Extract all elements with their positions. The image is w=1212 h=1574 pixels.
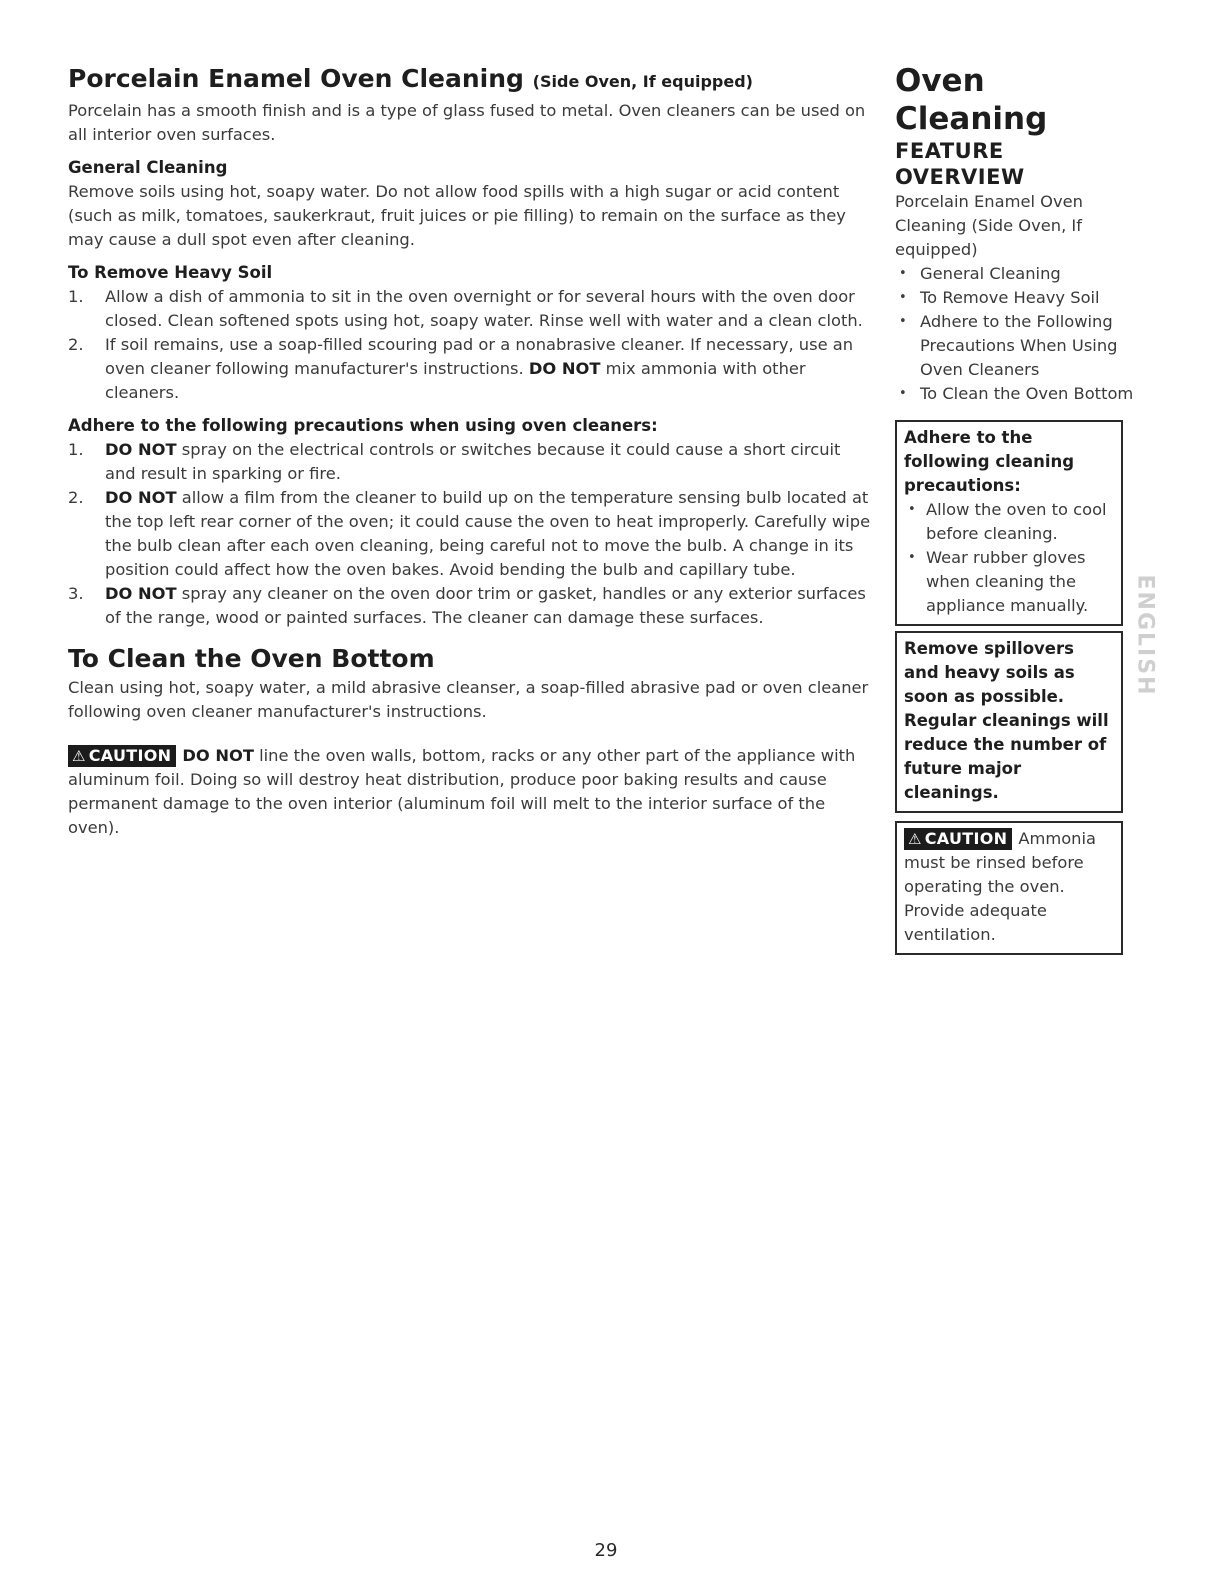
ammonia-caution-box: [895, 821, 1123, 955]
warning-triangle-icon: ⚠: [908, 830, 922, 848]
page-number: 29: [594, 1540, 618, 1561]
list-item: • Adhere to the Following Precautions When Using Oven Cleaners: [895, 310, 1135, 382]
list-item: • To Remove Heavy Soil: [895, 286, 1135, 310]
heavy-soil-heading: To Remove Heavy Soil: [68, 263, 273, 282]
list-item: 2. If soil remains, use a soap-filled scouring pad or a nonabrasive cleaner. If necessary, use an oven cleaner following manufacturer's instructions. DO NOT mix ammonia with other cleaners.: [68, 335, 854, 402]
language-tab: ENGLISH: [1132, 574, 1158, 696]
warning-triangle-icon: ⚠: [72, 747, 86, 765]
porcelain-intro: Porcelain has a smooth finish and is a type of glass fused to metal. Oven cleaners can be used on all interior oven surfaces.: [68, 101, 866, 144]
sidebar: [895, 62, 1135, 955]
precautions-box-title: Adhere to the following cleaning precautions:: [904, 428, 1075, 495]
spillovers-box-text: Remove spillovers and heavy soils as soon as possible. Regular cleanings will reduce the number of future major cleanings.: [904, 639, 1109, 802]
general-cleaning-heading: General Cleaning: [68, 158, 228, 177]
list-item: • Allow the oven to cool before cleaning.: [904, 498, 1114, 546]
section-title-oven-bottom: To Clean the Oven Bottom: [68, 644, 435, 673]
main-column: [68, 62, 873, 840]
list-item: 2. DO NOT allow a film from the cleaner to build up on the temperature sensing bulb located at the top left rear corner of the oven; it could cause the oven to heat improperly. Carefully wipe the bulb clean after each oven cleaning, being careful not to move the bulb. A change in its position could affect how the oven bakes. Avoid bending the bulb and capillary tube.: [68, 488, 871, 579]
spillovers-box: [895, 631, 1123, 813]
list-item: 3. DO NOT spray any cleaner on the oven door trim or gasket, handles or any exterior surfaces of the range, wood or painted surfaces. The cleaner can damage these surfaces.: [68, 584, 866, 627]
caution-badge: ⚠ CAUTION: [68, 745, 176, 767]
overview-list: [895, 262, 1135, 406]
list-item: • Wear rubber gloves when cleaning the appliance manually.: [904, 546, 1114, 618]
oven-bottom-caution: ⚠ CAUTION DO NOT line the oven walls, bottom, racks or any other part of the appliance with aluminum foil. Doing so will destroy heat distribution, produce poor baking results and cause permanent damage to the oven interior (aluminum foil will melt to the interior surface of the oven).: [68, 746, 856, 837]
precautions-box-list: [904, 498, 1114, 618]
heavy-soil-steps: [68, 285, 873, 405]
list-item: • General Cleaning: [895, 262, 1135, 286]
oven-bottom-text: Clean using hot, soapy water, a mild abrasive cleanser, a soap-filled abrasive pad or oven cleaner following oven cleaner manufacturer's instructions.: [68, 678, 869, 721]
caution-badge: ⚠ CAUTION: [904, 828, 1012, 850]
list-item: 1. Allow a dish of ammonia to sit in the oven overnight or for several hours with the oven door closed. Clean softened spots using hot, soapy water. Rinse well with water and a clean cloth.: [68, 287, 863, 330]
precautions-heading: Adhere to the following precautions when using oven cleaners:: [68, 416, 658, 435]
list-item: • To Clean the Oven Bottom: [895, 382, 1135, 406]
list-item: 1. DO NOT spray on the electrical controls or switches because it could cause a short circuit and result in sparking or fire.: [68, 440, 841, 483]
precautions-list: [68, 438, 873, 630]
precautions-box: [895, 420, 1123, 626]
ammonia-caution-text: ⚠ CAUTION Ammonia must be rinsed before operating the oven. Provide adequate ventilation.: [904, 829, 1096, 944]
sidebar-title: Oven Cleaning: [895, 63, 1048, 137]
overview-intro: Porcelain Enamel Oven Cleaning (Side Oven, If equipped): [895, 192, 1083, 259]
section-title-sub: (Side Oven, If equipped): [532, 72, 753, 91]
general-cleaning-text: Remove soils using hot, soapy water. Do not allow food spills with a high sugar or acid content (such as milk, tomatoes, saukerkraut, fruit juices or pie filling) to remain on the surface as they may cause a dull spot even after cleaning.: [68, 182, 846, 249]
section-title-porcelain: Porcelain Enamel Oven Cleaning (Side Oven, If equipped): [68, 64, 753, 93]
sidebar-subtitle: FEATURE OVERVIEW: [895, 139, 1025, 189]
